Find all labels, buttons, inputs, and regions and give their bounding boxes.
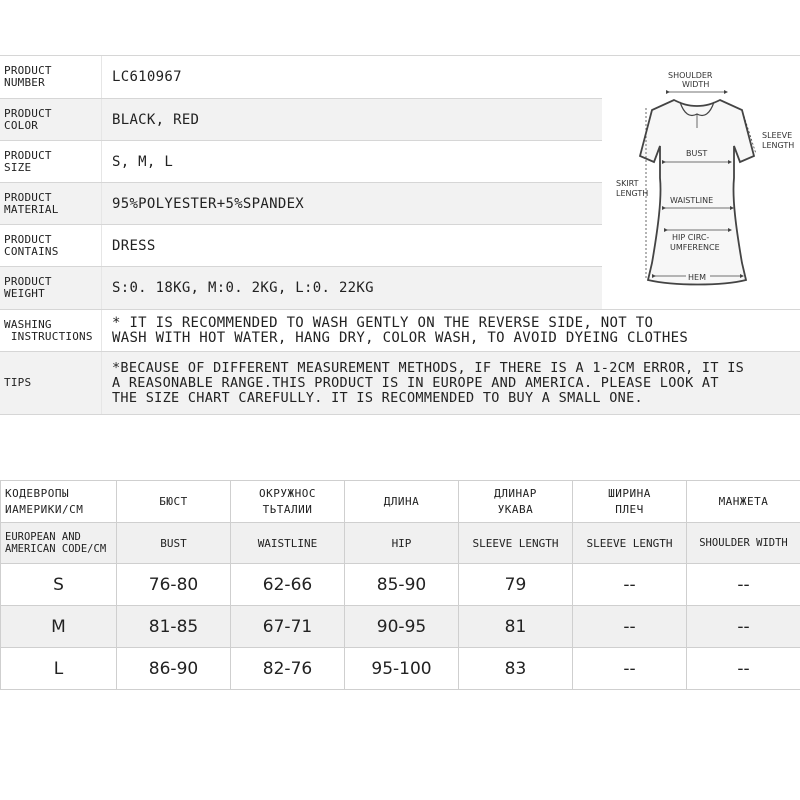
size-chart-table bbox=[0, 480, 800, 690]
table-cell: -- bbox=[687, 606, 800, 648]
table-row bbox=[1, 564, 800, 606]
info-value: *BECAUSE OF DIFFERENT MEASUREMENT METHODS, IF THERE IS A 1-2CM ERROR, IT IS A REASONABLE RANGE.THIS PRODUCT IS IN EUROPE AND AMERICA. PLEASE LOOK AT THE SIZE CHART CAREFULLY. IT IS RECOMMENDED TO BUY A SMALL ONE. bbox=[101, 352, 744, 414]
table-cell: 62-66 bbox=[231, 564, 345, 606]
header-cell: SLEEVE LENGTH bbox=[459, 523, 573, 564]
header-cell: ШИРИНА ПЛЕЧ bbox=[573, 481, 687, 523]
info-value: 95%POLYESTER+5%SPANDEX bbox=[101, 183, 304, 224]
dress-measurement-diagram bbox=[602, 58, 800, 308]
info-label: PRODUCT SIZE bbox=[4, 148, 52, 174]
table-cell: -- bbox=[687, 564, 800, 606]
table-cell: -- bbox=[573, 648, 687, 690]
table-cell: 86-90 bbox=[117, 648, 231, 690]
info-label: PRODUCT CONTAINS bbox=[4, 232, 59, 258]
info-value: S:0. 18KG, M:0. 2KG, L:0. 22KG bbox=[101, 267, 374, 309]
info-row-weight bbox=[0, 266, 602, 309]
header-cell: SLEEVE LENGTH bbox=[573, 523, 687, 564]
table-cell: 81 bbox=[459, 606, 573, 648]
table-cell: 82-76 bbox=[231, 648, 345, 690]
table-cell: 95-100 bbox=[345, 648, 459, 690]
info-label: PRODUCT NUMBER bbox=[4, 64, 52, 89]
header-cell: ОКРУЖНОС ТЬТАЛИИ bbox=[231, 481, 345, 523]
skirt-length-label: SKIRT bbox=[616, 179, 639, 188]
info-value: LC610967 bbox=[101, 56, 182, 98]
shoulder-width-label-2: WIDTH bbox=[682, 80, 710, 89]
header-cell: КОДЕВРОПЫ ИАМЕРИКИ/CM bbox=[1, 481, 117, 523]
info-label: PRODUCT MATERIAL bbox=[4, 190, 59, 216]
bust-label: BUST bbox=[686, 149, 708, 158]
info-row-color bbox=[0, 98, 602, 140]
info-label: PRODUCT WEIGHT bbox=[4, 275, 52, 300]
table-cell: -- bbox=[573, 564, 687, 606]
waistline-label: WAISTLINE bbox=[670, 196, 714, 205]
hem-label: HEM bbox=[688, 273, 706, 282]
info-row-washing bbox=[0, 309, 800, 351]
table-cell: 76-80 bbox=[117, 564, 231, 606]
info-value: S, M, L bbox=[101, 141, 173, 182]
size-cell: L bbox=[1, 648, 117, 690]
table-cell: 79 bbox=[459, 564, 573, 606]
header-cell: HIP bbox=[345, 523, 459, 564]
header-cell: МАНЖЕТА bbox=[687, 481, 800, 523]
size-header-ru bbox=[1, 481, 800, 523]
info-label: WASHING INSTRUCTIONS bbox=[4, 317, 93, 343]
info-row-tips bbox=[0, 351, 800, 414]
table-cell: 67-71 bbox=[231, 606, 345, 648]
table-cell: -- bbox=[573, 606, 687, 648]
header-cell: EUROPEAN AND AMERICAN CODE/CM bbox=[1, 523, 117, 564]
info-row-material bbox=[0, 182, 602, 224]
info-value: DRESS bbox=[101, 225, 156, 266]
table-row bbox=[1, 606, 800, 648]
table-cell: 85-90 bbox=[345, 564, 459, 606]
info-row-size bbox=[0, 140, 602, 182]
shoulder-width-label: SHOULDER bbox=[668, 71, 713, 80]
size-header-en bbox=[1, 523, 800, 564]
table-row bbox=[1, 648, 800, 690]
info-row-contains bbox=[0, 224, 602, 266]
table-cell: 83 bbox=[459, 648, 573, 690]
table-cell: 81-85 bbox=[117, 606, 231, 648]
info-value: * IT IS RECOMMENDED TO WASH GENTLY ON THE REVERSE SIDE, NOT TO WASH WITH HOT WATER, HANG DRY, COLOR WASH, TO AVOID DYEING CLOTHES bbox=[101, 310, 688, 351]
info-value: BLACK, RED bbox=[101, 99, 199, 140]
hip-circumference-label: HIP CIRC- bbox=[672, 233, 710, 242]
table-cell: 90-95 bbox=[345, 606, 459, 648]
header-cell: BUST bbox=[117, 523, 231, 564]
info-label: TIPS bbox=[4, 376, 32, 389]
info-label: PRODUCT COLOR bbox=[4, 106, 52, 132]
dress-illustration bbox=[602, 58, 800, 308]
header-cell: ДЛИНАР УКАВА bbox=[459, 481, 573, 523]
sleeve-length-label: SLEEVE bbox=[762, 131, 793, 140]
skirt-length-label-2: LENGTH bbox=[616, 189, 649, 198]
size-cell: S bbox=[1, 564, 117, 606]
info-row-number bbox=[0, 56, 602, 98]
header-cell: БЮСТ bbox=[117, 481, 231, 523]
size-cell: M bbox=[1, 606, 117, 648]
header-cell: WAISTLINE bbox=[231, 523, 345, 564]
hip-circumference-label-2: UMFERENCE bbox=[670, 243, 720, 252]
header-cell: SHOULDER WIDTH bbox=[687, 523, 800, 564]
header-cell: ДЛИНА bbox=[345, 481, 459, 523]
table-cell: -- bbox=[687, 648, 800, 690]
sleeve-length-label-2: LENGTH bbox=[762, 141, 795, 150]
